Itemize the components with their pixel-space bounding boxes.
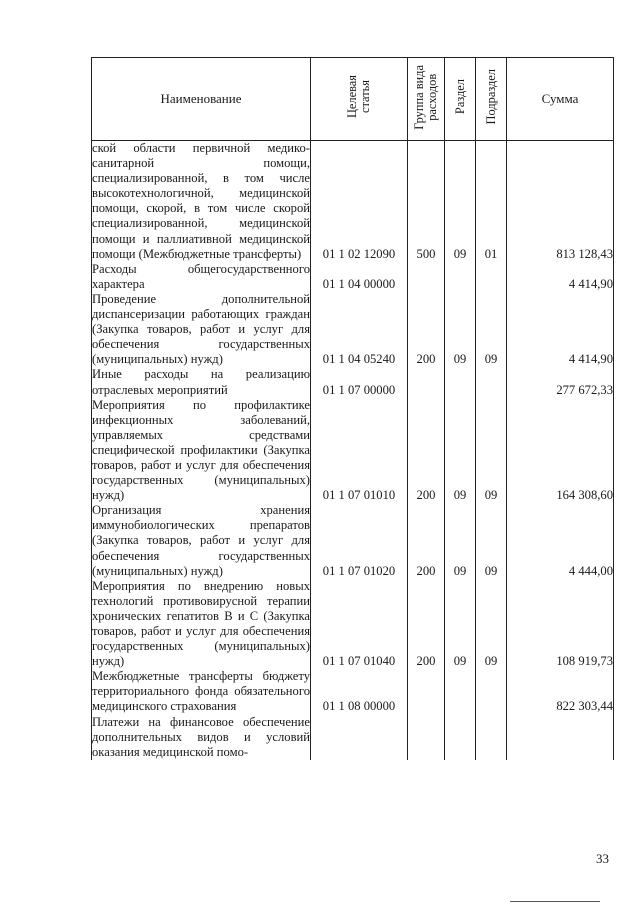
row-sum-cell: 4 444,00 [507,503,614,578]
row-sum-cell: 277 672,33 [507,367,614,397]
header-expense-group [408,58,445,141]
row-target-cell [311,715,408,760]
table-row [92,669,614,714]
row-target-cell: 01 1 04 00000 [311,262,408,292]
row-subsection-cell: 09 [476,292,507,367]
table-row [92,367,614,397]
row-section-cell: 09 [445,579,476,670]
row-name-cell: Мероприятия по внедрению новых технологий противовирусной терапии хронических гепатитов В и С (Закупка товаров, работ и услуг для обеспечения государственных (муниципальных) нужд) [92,578,310,669]
row-subsection-cell [476,367,507,397]
row-sum-cell: 108 919,73 [507,579,614,670]
row-group-cell: 200 [408,398,445,504]
header-sum: Сумма [507,58,614,141]
header-target-label: Целевая статья [345,75,372,119]
row-name-cell: Иные расходы на реализацию отраслевых мероприятий [92,367,310,397]
row-section-cell [445,715,476,760]
row-subsection-cell [476,262,507,292]
row-subsection-cell: 09 [476,398,507,504]
row-sum-cell: 4 414,90 [507,292,614,367]
row-subsection-cell [476,669,507,714]
row-subsection-cell: 09 [476,579,507,670]
row-group-cell [408,715,445,760]
row-section-cell: 09 [445,398,476,504]
row-subsection-cell: 01 [476,141,507,262]
row-sum-cell [507,715,614,760]
row-group-cell: 500 [408,141,445,262]
table-row [92,292,614,367]
row-section-cell: 09 [445,141,476,262]
row-target-cell: 01 1 08 00000 [311,669,408,714]
row-group-cell [408,262,445,292]
header-subsection [476,58,507,141]
row-group-cell: 200 [408,292,445,367]
page-number: 33 [596,851,609,866]
row-name-cell: Платежи на финансовое обеспечение дополнительных видов и условий оказания медицинской помо- [92,714,310,759]
row-sum-cell: 813 128,43 [507,141,614,262]
row-name-cell: ской области первичной медико-санитарной помощи, специализированной, в том числе высокотехнологичной, медицинской помощи, скорой, в том числе скорой специализированной, медицинской помощи и паллиативной медицинской помощи (Межбюджетные трансферты) [92,141,310,261]
row-sum-cell: 822 303,44 [507,669,614,714]
header-section-label: Раздел [452,79,467,115]
row-group-cell [408,669,445,714]
table-row [92,715,614,760]
row-group-cell: 200 [408,579,445,670]
row-section-cell: 09 [445,292,476,367]
table-body [92,141,614,760]
header-section [445,58,476,141]
row-target-cell: 01 1 07 01010 [311,398,408,504]
row-name-cell: Мероприятия по профилактике инфекционных заболеваний, управляемых средствами специфической профилактики (Закупка товаров, работ и услуг для обеспечения государственных (муниципальных) нужд) [92,397,310,503]
row-group-cell [408,367,445,397]
row-section-cell [445,669,476,714]
header-subsection-label: Подраздел [483,69,498,125]
header-name: Наименование [92,58,311,141]
row-section-cell: 09 [445,503,476,578]
row-name-cell: Проведение дополнительной диспансеризации работающих граждан (Закупка товаров, работ и услуг для обеспечения государственных (муниципальных) нужд) [92,291,310,367]
row-section-cell [445,262,476,292]
table-row [92,262,614,292]
row-target-cell: 01 1 07 01020 [311,503,408,578]
row-sum-cell: 164 308,60 [507,398,614,504]
row-target-cell: 01 1 07 01040 [311,579,408,670]
row-group-cell: 200 [408,503,445,578]
row-name-cell: Организация хранения иммунобиологических препаратов (Закупка товаров, работ и услуг для обеспечения государственных (муниципальных) нужд) [92,503,310,578]
table-row [92,398,614,504]
row-subsection-cell [476,715,507,760]
table-header [92,58,614,141]
budget-table [91,57,614,760]
row-name-cell: Расходы общегосударственного характера [92,261,310,291]
row-subsection-cell: 09 [476,503,507,578]
row-target-cell: 01 1 07 00000 [311,367,408,397]
header-target-article [311,58,408,141]
row-target-cell: 01 1 04 05240 [311,292,408,367]
row-target-cell: 01 1 02 12090 [311,141,408,262]
row-section-cell [445,367,476,397]
table-row [92,141,614,262]
row-name-cell: Межбюджетные трансферты бюджету территориального фонда обязательного медицинского страхования [92,669,310,714]
bottom-rule [510,901,600,902]
table-row [92,503,614,578]
row-sum-cell: 4 414,90 [507,262,614,292]
table-row [92,579,614,670]
header-group-label: Группа вида расходов [412,64,439,130]
